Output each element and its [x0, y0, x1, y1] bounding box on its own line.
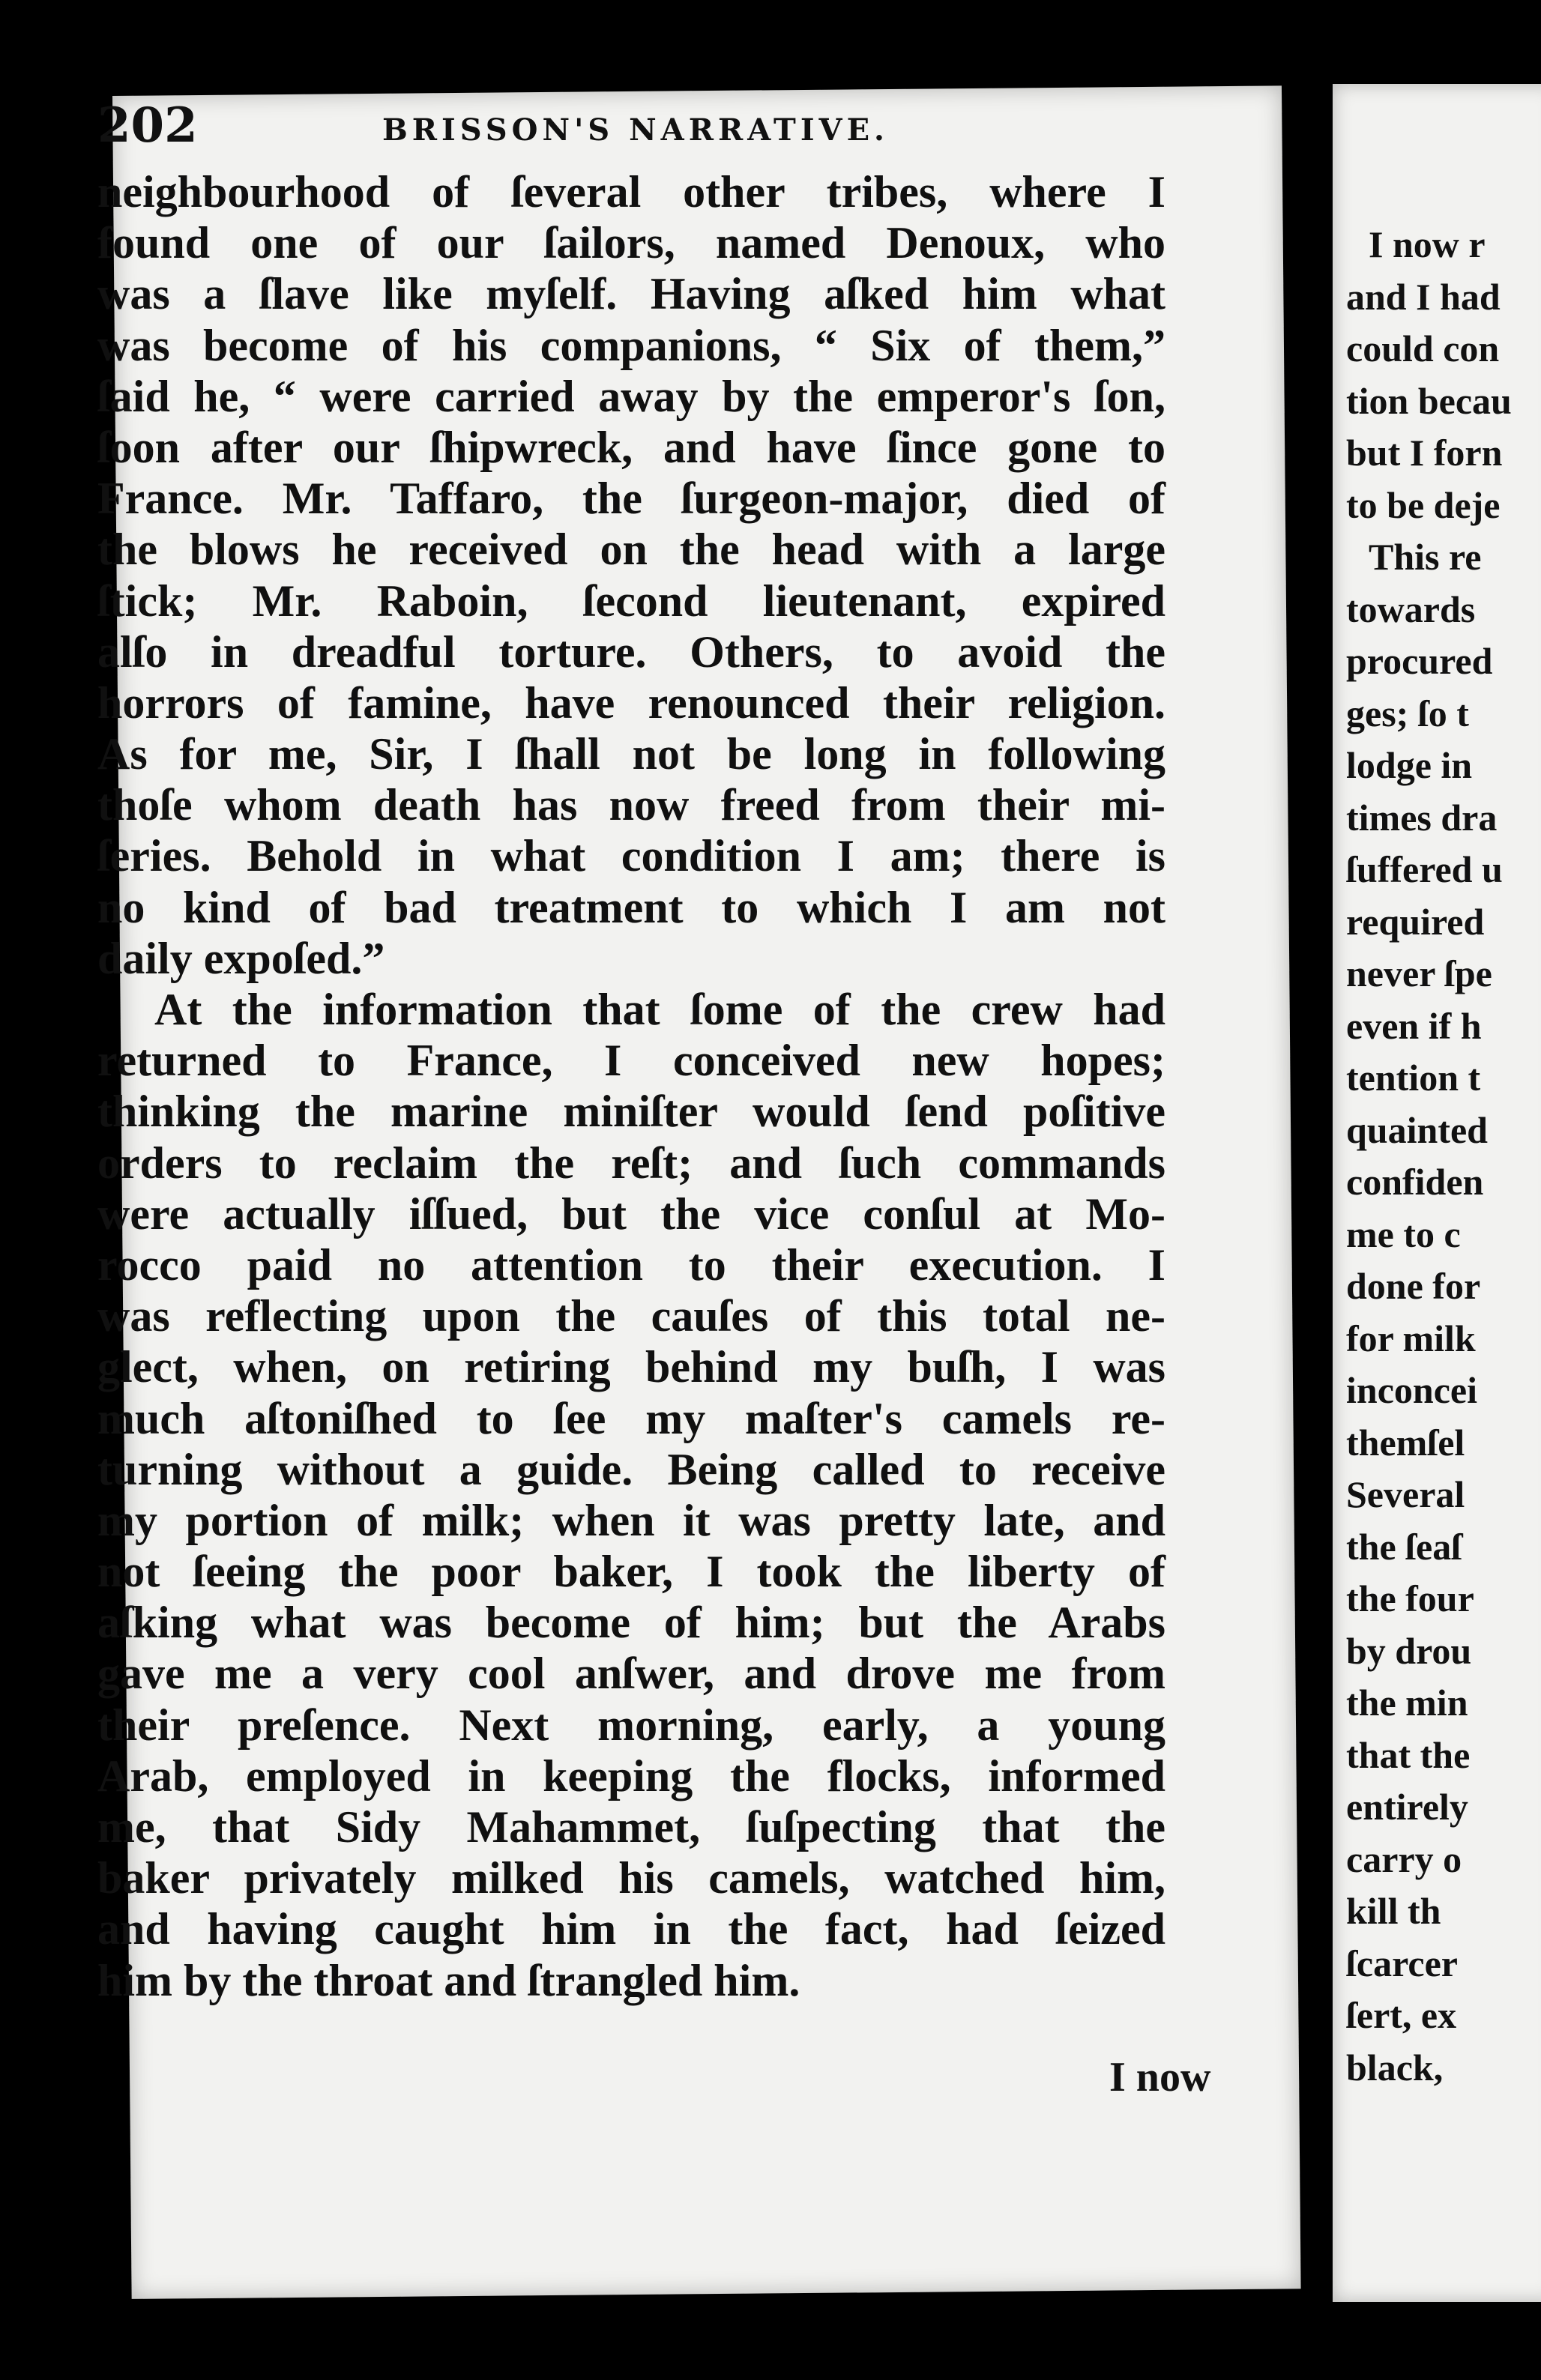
facing-text-line: by drou	[1346, 1629, 1472, 1672]
facing-text-line: the four	[1346, 1577, 1474, 1619]
body-text	[97, 166, 1165, 2006]
text-line: was become of his companions, “ Six of them,”	[97, 320, 1165, 370]
facing-text-line: confiden	[1346, 1161, 1484, 1203]
text-line: ſeries. Behold in what condition I am; there is	[97, 831, 1165, 881]
text-line: my portion of milk; when it was pretty late, and	[97, 1495, 1165, 1545]
facing-text-line: entirely	[1346, 1786, 1468, 1828]
text-line: horrors of famine, have renounced their religion.	[97, 677, 1165, 728]
facing-text-line: even if h	[1346, 1004, 1482, 1047]
text-line: ſtick; Mr. Raboin, ſecond lieutenant, expired	[97, 576, 1165, 626]
text-line: not ſeeing the poor baker, I took the liberty of	[97, 1547, 1165, 1597]
text-line: France. Mr. Taffaro, the ſurgeon-major, died of	[97, 474, 1165, 524]
text-line: ſaid he, “ were carried away by the emperor's ſon,	[97, 371, 1165, 421]
facing-text-line: I now r	[1369, 223, 1486, 265]
facing-text-line: lodge in	[1346, 744, 1473, 786]
facing-text-line: for milk	[1346, 1317, 1476, 1359]
facing-text-line: but I forn	[1346, 432, 1503, 474]
facing-text-line: This re	[1369, 536, 1482, 578]
catchword: I now	[1109, 2054, 1211, 2100]
page-header	[97, 97, 1267, 172]
running-title: BRISSON'S NARRATIVE.	[382, 112, 889, 148]
text-line: glect, when, on retiring behind my buſh, I was	[97, 1342, 1165, 1392]
text-line: thoſe whom death has now freed from their mi-	[97, 780, 1165, 830]
text-line: was reflecting upon the cauſes of this total ne-	[97, 1291, 1165, 1341]
facing-text-line: could con	[1346, 327, 1500, 369]
text-line: turning without a guide. Being called to receive	[97, 1444, 1165, 1494]
facing-text-line: that the	[1346, 1733, 1471, 1776]
facing-text-line: times dra	[1346, 796, 1498, 839]
text-line: As for me, Sir, I ſhall not be long in following	[97, 729, 1165, 779]
text-line: and having caught him in the fact, had ſeized	[97, 1904, 1165, 1954]
facing-page-text	[1346, 219, 1541, 2094]
facing-text-line: and I had	[1346, 275, 1501, 318]
page-number: 202	[97, 97, 198, 154]
text-line: thinking the marine miniſter would ſend poſitive	[97, 1087, 1165, 1137]
facing-text-line: tion becau	[1346, 379, 1512, 422]
text-line: At the information that ſome of the crew had	[154, 985, 1165, 1034]
facing-text-line: inconcei	[1346, 1369, 1477, 1411]
facing-text-line: ſert, ex	[1346, 1994, 1457, 2036]
text-line: rocco paid no attention to their execution. I	[97, 1239, 1165, 1290]
text-line: returned to France, I conceived new hopes;	[97, 1036, 1165, 1086]
facing-text-line: the ſeaſ	[1346, 1525, 1462, 1568]
facing-text-line: ſuffered u	[1346, 848, 1503, 890]
text-line: the blows he received on the head with a large	[97, 525, 1165, 575]
text-line: aſking what was become of him; but the Arabs	[97, 1598, 1165, 1648]
text-line: baker privately milked his camels, watched him,	[97, 1853, 1165, 1903]
facing-text-line: the min	[1346, 1682, 1468, 1724]
facing-text-line: tention t	[1346, 1057, 1481, 1099]
text-line: alſo in dreadful torture. Others, to avoid the	[97, 626, 1165, 677]
facing-text-line: ſcarcer	[1346, 1942, 1458, 1984]
text-line: Arab, employed in keeping the flocks, informed	[97, 1751, 1165, 1801]
text-line: found one of our ſailors, named Denoux, who	[97, 218, 1165, 268]
facing-text-line: kill th	[1346, 1890, 1441, 1932]
text-line: me, that Sidy Mahammet, ſuſpecting that the	[97, 1802, 1165, 1852]
facing-text-line: black,	[1346, 2046, 1444, 2088]
text-line: their preſence. Next morning, early, a young	[97, 1700, 1165, 1750]
facing-text-line: never ſpe	[1346, 952, 1492, 994]
facing-text-line: towards	[1346, 588, 1476, 630]
facing-text-line: me to c	[1346, 1212, 1461, 1255]
text-line: daily expoſed.”	[97, 933, 385, 983]
book-page-right	[1333, 84, 1541, 2302]
facing-text-line: done for	[1346, 1265, 1481, 1307]
text-line: him by the throat and ſtrangled him.	[97, 1955, 800, 2005]
text-line: orders to reclaim the reſt; and ſuch commands	[97, 1138, 1165, 1188]
text-line: ſoon after our ſhipwreck, and have ſince gone to	[97, 422, 1165, 472]
facing-text-line: Several	[1346, 1473, 1465, 1515]
facing-text-line: required	[1346, 900, 1485, 943]
facing-text-line: carry o	[1346, 1837, 1462, 1880]
text-line: were actually iſſued, but the vice conſul at Mo-	[97, 1189, 1165, 1239]
facing-text-line: procured	[1346, 640, 1493, 682]
text-line: was a ſlave like myſelf. Having aſked him what	[97, 269, 1165, 319]
text-line: gave me a very cool anſwer, and drove me from	[97, 1649, 1165, 1699]
text-line: neighbourhood of ſeveral other tribes, where I	[97, 167, 1165, 217]
text-line: much aſtoniſhed to ſee my maſter's camels re-	[97, 1393, 1165, 1443]
facing-text-line: to be deje	[1346, 483, 1501, 526]
facing-text-line: ges; ſo t	[1346, 692, 1469, 734]
text-line: no kind of bad treatment to which I am not	[97, 882, 1165, 932]
facing-text-line: themſel	[1346, 1421, 1465, 1464]
facing-text-line: quainted	[1346, 1108, 1488, 1151]
